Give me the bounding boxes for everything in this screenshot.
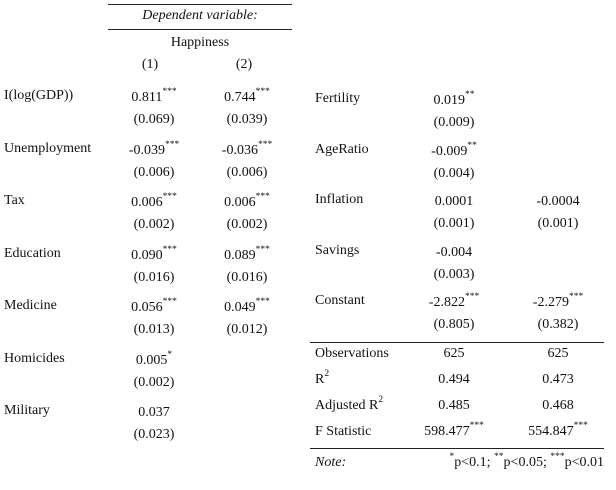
left-coef-col1-value: -0.039	[128, 143, 165, 158]
stat-f-col1-value: 598.477	[424, 424, 470, 439]
left-coef-col2	[202, 245, 292, 264]
left-coef-col1-stars: ***	[162, 245, 177, 256]
right-coef-col1-value: -0.009	[431, 144, 468, 159]
stat-adj-r2-label-text: Adjusted R	[315, 398, 379, 413]
right-row-label: Savings	[315, 243, 360, 258]
note-text-3: p<0.01	[564, 455, 604, 470]
right-se-col1-value: (0.001)	[433, 216, 475, 231]
left-coef-col1	[108, 405, 200, 421]
left-row-label: I(log(GDP))	[4, 88, 74, 103]
left-se-col2-value: (0.016)	[226, 270, 268, 285]
right-coef-col1-value: -2.822	[428, 295, 465, 310]
bottom-rule	[310, 448, 604, 449]
right-row-label: Inflation	[315, 192, 364, 207]
left-coef-col1	[108, 87, 200, 106]
right-coef-col1	[410, 245, 498, 261]
right-row-label: AgeRatio	[315, 142, 369, 157]
left-coef-col2-value: 0.089	[224, 248, 256, 263]
right-se-col1	[410, 115, 498, 131]
left-se-col2-value: (0.002)	[226, 217, 268, 232]
left-coef-col1-value: 0.056	[131, 300, 163, 315]
right-se-col1	[410, 166, 498, 182]
left-coef-col1-stars: ***	[162, 192, 177, 203]
left-se-col2	[202, 112, 292, 128]
left-coef-col2-stars: ***	[255, 245, 270, 256]
stat-f-label: F Statistic	[315, 424, 372, 439]
left-coef-col1	[108, 140, 200, 159]
right-coef-col1-value: 0.0001	[434, 194, 474, 209]
left-row-label: Medicine	[4, 298, 57, 313]
note-label: Note:	[315, 455, 347, 470]
right-coef-col2-value: -0.0004	[536, 194, 580, 209]
left-se-col1-value: (0.013)	[133, 322, 175, 337]
stat-f-col2-value: 554.847	[528, 424, 574, 439]
left-coef-col1-value: 0.006	[131, 195, 163, 210]
right-coef-col1-value: 0.019	[433, 93, 465, 108]
left-coef-col1-stars: ***	[162, 87, 177, 98]
right-coef-col2-stars: ***	[568, 292, 584, 303]
note-text-2: p<0.05;	[503, 455, 551, 470]
note-star-1: *	[449, 452, 455, 463]
left-se-col1	[108, 112, 200, 128]
stat-adj-r2-label	[315, 395, 384, 414]
left-coef-col2	[202, 140, 292, 159]
stat-observations-label: Observations	[315, 346, 389, 361]
right-se-col2-value: (0.001)	[537, 216, 579, 231]
right-se-col1-value: (0.003)	[433, 267, 475, 282]
note-star-2: **	[494, 452, 504, 463]
stat-adj-r2-label-sup: 2	[378, 395, 384, 406]
right-coef-col1	[410, 90, 498, 109]
left-coef-col1-value: 0.005	[135, 353, 168, 368]
left-se-col2-value: (0.012)	[226, 322, 268, 337]
left-coef-col1	[108, 297, 200, 316]
left-row-label: Unemployment	[4, 141, 92, 156]
stat-f-col2	[512, 421, 604, 440]
left-row-label: Tax	[4, 193, 25, 208]
column-1-header: (1)	[141, 57, 159, 72]
left-row-label: Homicides	[4, 351, 65, 366]
right-row-label: Constant	[315, 293, 365, 308]
right-row-label: Fertility	[315, 91, 361, 106]
right-coef-col1-stars: **	[465, 90, 475, 101]
left-coef-col2-stars: ***	[255, 297, 270, 308]
left-se-col2	[202, 165, 292, 181]
left-se-col2	[202, 217, 292, 233]
left-se-col2-value: (0.006)	[226, 165, 268, 180]
right-coef-col2-value: -2.279	[532, 295, 569, 310]
left-coef-col2	[202, 192, 292, 211]
left-se-col1-value: (0.023)	[133, 427, 175, 442]
left-coef-col2	[202, 297, 292, 316]
dependent-variable-name: Happiness	[170, 35, 230, 50]
right-se-col1	[410, 216, 498, 232]
left-coef-col1-value: 0.811	[131, 90, 163, 105]
stat-f-col1-stars: ***	[469, 421, 484, 432]
note-star-3: ***	[550, 452, 565, 463]
right-coef-col1-stars: ***	[464, 292, 480, 303]
left-coef-col2-stars: ***	[255, 192, 270, 203]
right-se-col2	[512, 317, 604, 333]
note-text	[400, 452, 604, 471]
left-se-col1	[108, 270, 200, 286]
stat-f-col2-stars: ***	[573, 421, 588, 432]
stat-r2-label	[315, 369, 330, 388]
left-coef-col1-stars: *	[167, 350, 173, 361]
left-coef-col2-value: 0.006	[224, 195, 256, 210]
left-coef-col1	[108, 192, 200, 211]
right-se-col1	[410, 267, 498, 283]
header-rule	[108, 29, 292, 30]
right-coef-col1-stars: **	[467, 141, 477, 152]
note-text-1: p<0.1;	[454, 455, 495, 470]
stat-r2-label-text: R	[315, 372, 325, 387]
left-coef-col2-value: -0.036	[221, 143, 258, 158]
right-se-col1-value: (0.009)	[433, 115, 475, 130]
left-se-col1-value: (0.002)	[133, 217, 175, 232]
right-se-col1-value: (0.805)	[433, 317, 475, 332]
stat-observations-col1: 625	[443, 346, 465, 361]
left-se-col1-value: (0.002)	[133, 375, 175, 390]
right-coef-col1	[410, 194, 498, 210]
stat-observations-col2: 625	[547, 346, 569, 361]
left-coef-col1	[108, 245, 200, 264]
left-se-col1	[108, 322, 200, 338]
right-se-col1-value: (0.004)	[433, 166, 475, 181]
left-coef-col2-stars: ***	[255, 87, 270, 98]
stat-f-col1	[410, 421, 498, 440]
stat-r2-col1: 0.494	[438, 372, 470, 387]
right-se-col1	[410, 317, 498, 333]
left-se-col1-value: (0.006)	[133, 165, 175, 180]
right-coef-col1-value: -0.004	[435, 245, 473, 260]
left-coef-col1-stars: ***	[164, 140, 180, 151]
left-se-col1	[108, 427, 200, 443]
left-se-col1-value: (0.069)	[133, 112, 175, 127]
right-se-col2-value: (0.382)	[537, 317, 579, 332]
stat-adj-r2-col1: 0.485	[438, 398, 470, 413]
stat-adj-r2-col2: 0.468	[542, 398, 574, 413]
dependent-variable-label: Dependent variable:	[142, 8, 258, 23]
left-se-col1	[108, 217, 200, 233]
left-se-col2	[202, 322, 292, 338]
left-coef-col2-stars: ***	[257, 140, 273, 151]
left-row-label: Education	[4, 246, 61, 261]
left-coef-col2	[202, 87, 292, 106]
right-se-col2	[512, 216, 604, 232]
left-coef-col1-value: 0.090	[131, 248, 163, 263]
left-row-label: Military	[4, 403, 50, 418]
column-2-header: (2)	[235, 57, 253, 72]
right-coef-col1	[410, 141, 498, 160]
right-coef-col1	[410, 292, 498, 311]
left-se-col1	[108, 165, 200, 181]
right-coef-col2	[512, 194, 604, 210]
left-coef-col2-value: 0.744	[224, 90, 256, 105]
left-coef-col1	[108, 350, 200, 369]
right-coef-col2	[512, 292, 604, 311]
top-rule	[108, 4, 292, 5]
stat-r2-col2: 0.473	[542, 372, 574, 387]
left-se-col2-value: (0.039)	[226, 112, 268, 127]
left-se-col2	[202, 270, 292, 286]
left-coef-col1-stars: ***	[162, 297, 177, 308]
stat-r2-label-sup: 2	[324, 369, 330, 380]
left-se-col1	[108, 375, 200, 391]
left-se-col1-value: (0.016)	[133, 270, 175, 285]
stats-rule	[310, 342, 604, 343]
left-coef-col1-value: 0.037	[138, 405, 170, 420]
left-coef-col2-value: 0.049	[224, 300, 256, 315]
